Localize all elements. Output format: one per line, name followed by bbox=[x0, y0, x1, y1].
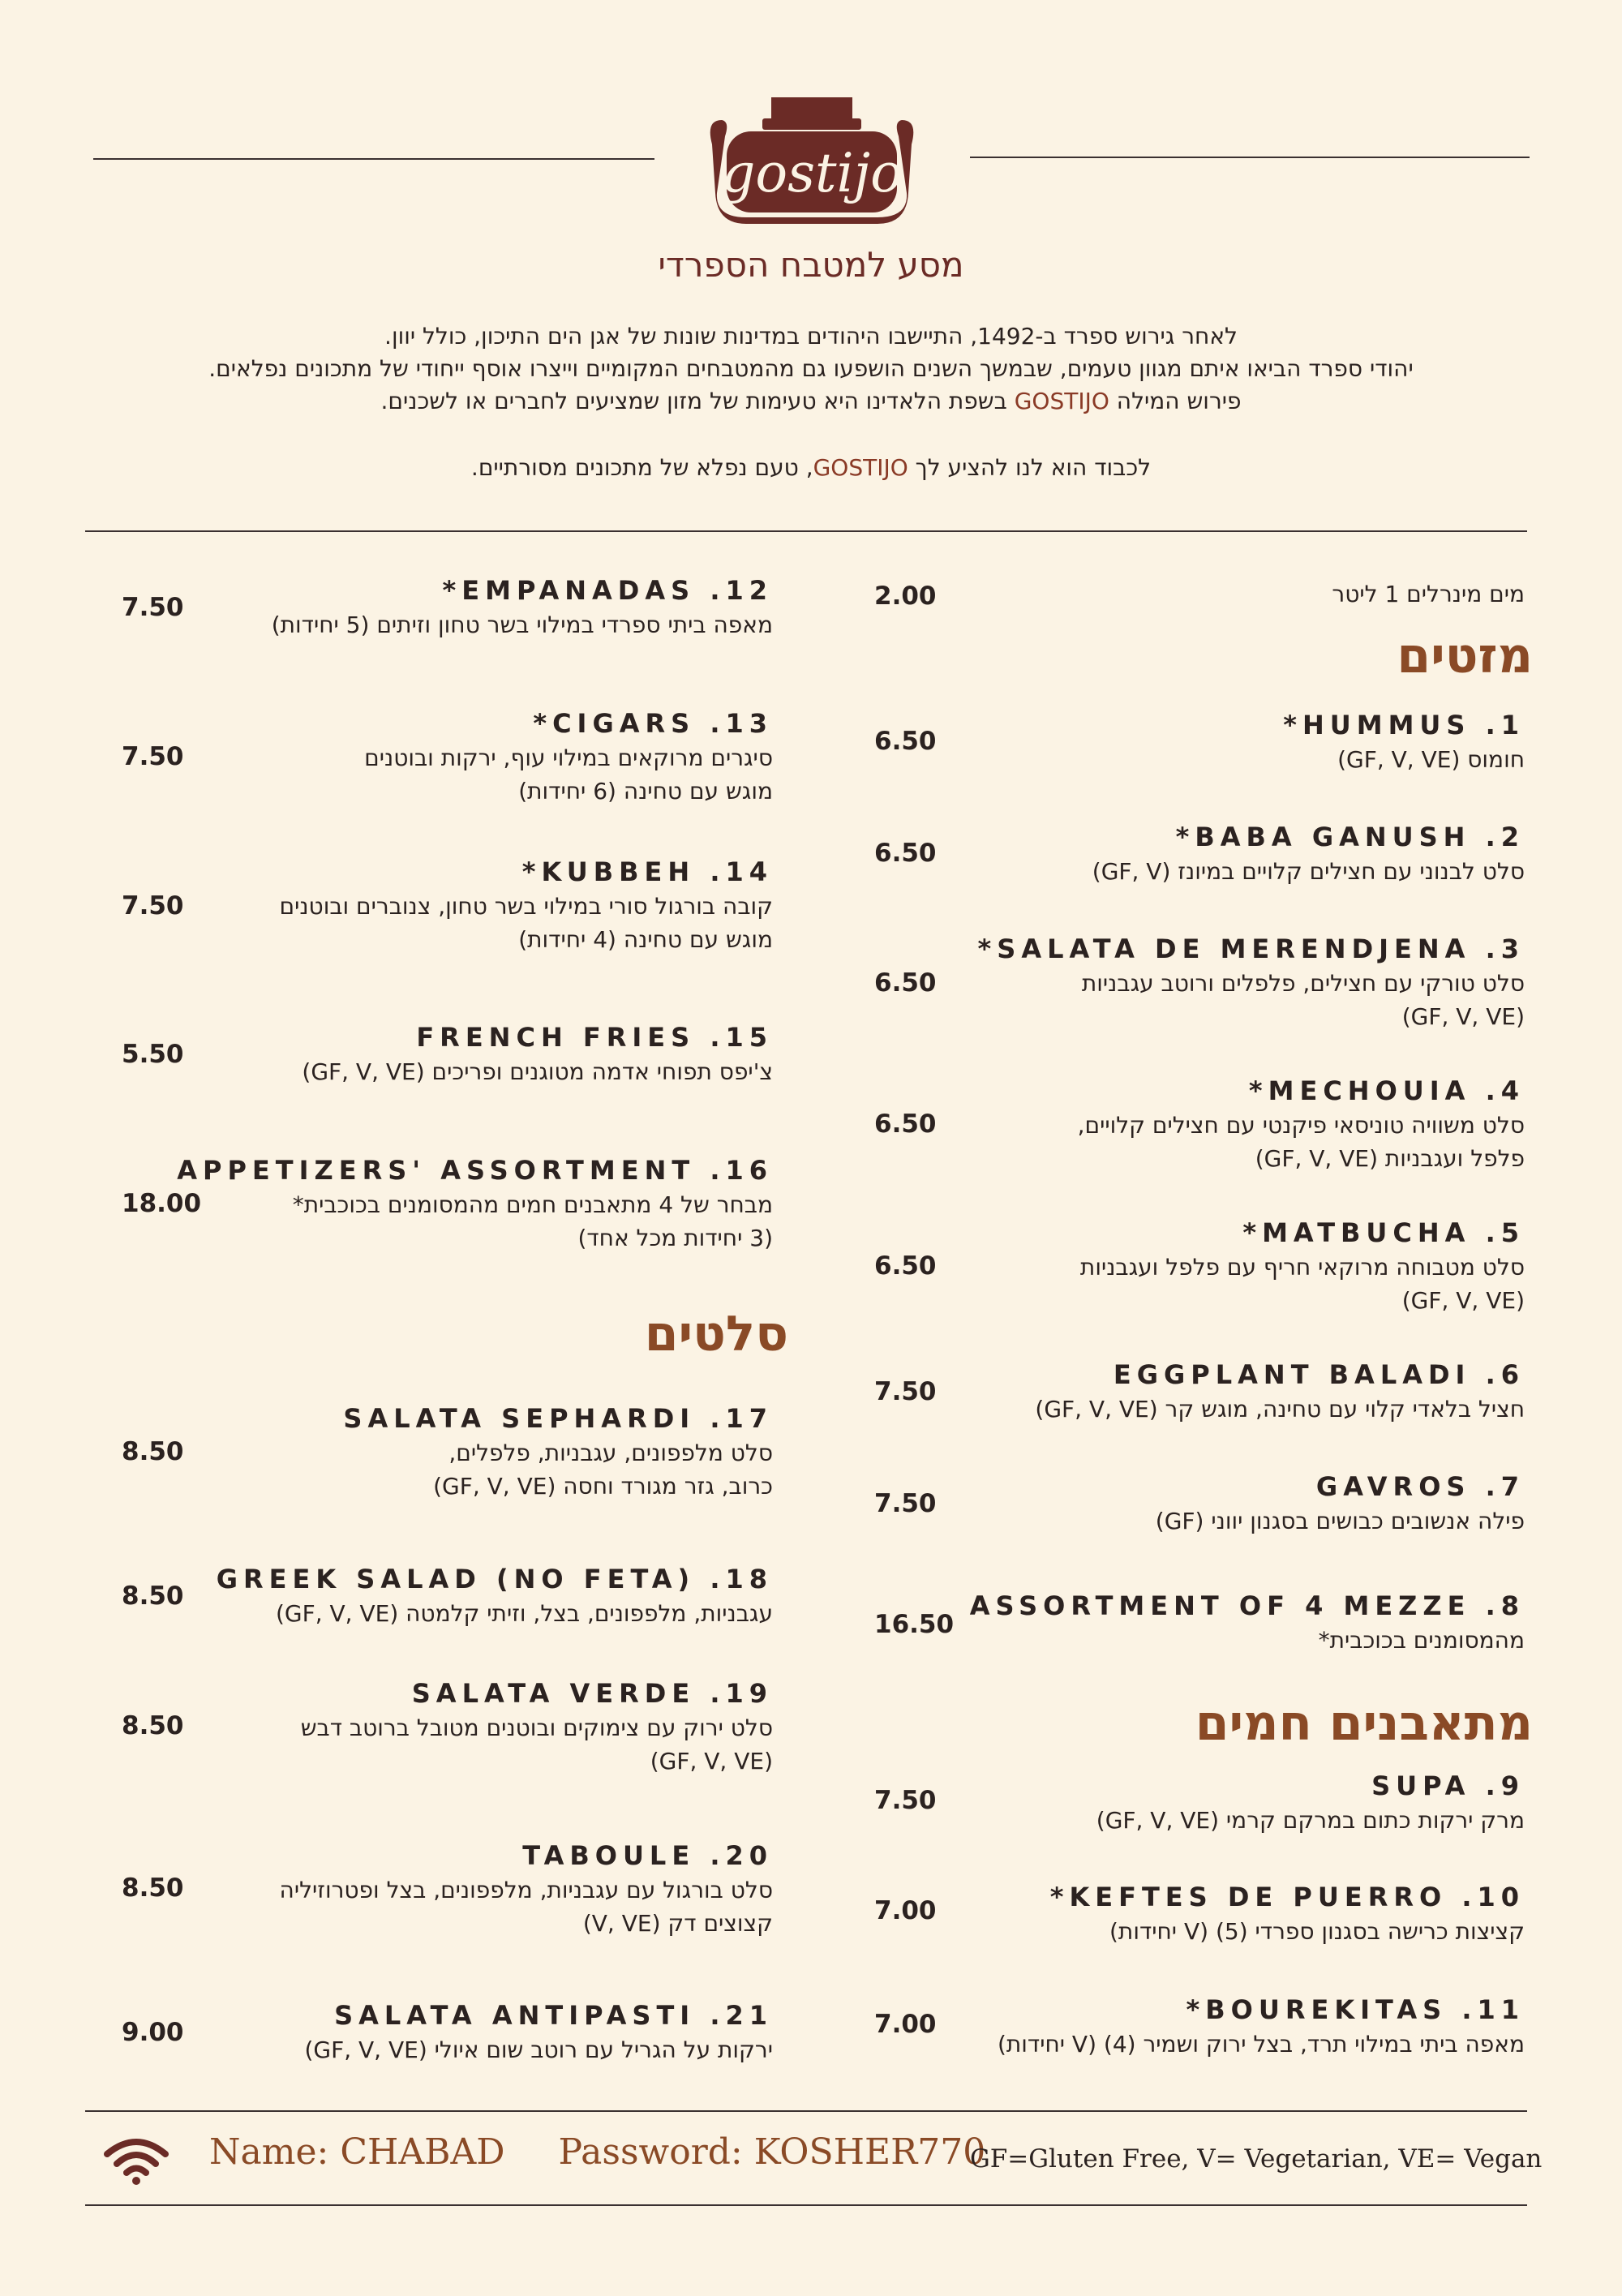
heading-salads: סלטים bbox=[644, 1306, 788, 1363]
item-price: 7.00 bbox=[874, 1896, 937, 1925]
item-description: (GF, V, VE) bbox=[1401, 1287, 1525, 1314]
item-name: 14. KUBBEH* bbox=[521, 856, 773, 887]
item-price: 7.00 bbox=[874, 2010, 937, 2039]
item-name: 12. EMPANADAS* bbox=[442, 575, 773, 606]
item-name: 19. SALATA VERDE bbox=[411, 1678, 773, 1709]
item-price: 9.00 bbox=[122, 2018, 184, 2047]
item-name: 6. EGGPLANT BALADI bbox=[1113, 1359, 1525, 1390]
item-description: סיגרים מרוקאים במילוי עוף, ירקות ובוטנים bbox=[364, 745, 773, 771]
item-description: פלפל ועגבניות (GF, V, VE) bbox=[1255, 1145, 1525, 1172]
item-description: סלט בורגול עם עגבניות, מלפפונים, בצל ופטרוזיליה bbox=[279, 1877, 773, 1903]
item-name: 2. BABA GANUSH* bbox=[1175, 822, 1525, 852]
item-description: חומוס (GF, V, VE) bbox=[1337, 746, 1525, 773]
wifi-name-value: CHABAD bbox=[340, 2131, 505, 2173]
item-description: סלט ירוק עם צימוקים ובוטנים מטובל ברוטב דבש bbox=[300, 1714, 773, 1741]
item-description: סלט מטבוחה מרוקאי חריף עם פלפל ועגבניות bbox=[1079, 1254, 1525, 1281]
item-name: 3. SALATA DE MERENDJENA* bbox=[977, 933, 1525, 964]
item-price: 6.50 bbox=[874, 968, 937, 998]
item-price: 6.50 bbox=[874, 1251, 937, 1281]
item-description: כרוב, גזר מגורד וחסה (GF, V, VE) bbox=[433, 1473, 773, 1500]
item-description: פילה אנשובים כבושים בסגנון יווני (GF) bbox=[1155, 1508, 1525, 1534]
item-price: 7.50 bbox=[874, 1489, 937, 1518]
item-name: 18. GREEK SALAD (NO FETA) bbox=[216, 1564, 773, 1594]
item-name: 15. FRENCH FRIES bbox=[416, 1022, 773, 1053]
intro-line-1: לאחר גירוש ספרד ב-1492, התיישבו היהודים במדינות שונות של אגן הים התיכון, כולל יוון. bbox=[384, 323, 1238, 350]
intro-line-4: לכבוד הוא לנו להציע לך GOSTIJO, טעם נפלא של מתכונים מסורתיים. bbox=[470, 454, 1152, 481]
item-description: (GF, V, VE) bbox=[650, 1748, 773, 1775]
item-name: 21. SALATA ANTIPASTI bbox=[334, 2000, 773, 2031]
item-name: 1. HUMMUS* bbox=[1283, 710, 1525, 740]
item-name: 11. BOUREKITAS* bbox=[1186, 1994, 1525, 2025]
item-description: מאפה ביתי במילוי תרד, בצל ירוק ושמיר (4) (V יחידות) bbox=[997, 2031, 1525, 2058]
intro-line-3: פירוש המילה GOSTIJO בשפת הלאדינו היא טעימות של מזון שמציעים לחברים או לשכנים. bbox=[380, 388, 1242, 414]
item-description: קובה בורגול סורי במילוי בשר טחון, צנוברים ובוטנים bbox=[279, 893, 773, 920]
item-name: 13. CIGARS* bbox=[533, 708, 773, 739]
header-rule-right bbox=[970, 157, 1530, 158]
item-description: (GF, V, VE) bbox=[1401, 1003, 1525, 1030]
item-name: 8. ASSORTMENT OF 4 MEZZE bbox=[969, 1590, 1525, 1621]
item-description: (3 יחידות מכל אחד) bbox=[577, 1225, 773, 1251]
header-rule-left bbox=[93, 158, 654, 160]
item-price: 7.50 bbox=[122, 891, 184, 921]
wifi-password-label: Password: bbox=[558, 2131, 754, 2173]
item-price: 5.50 bbox=[122, 1040, 184, 1069]
item-price: 6.50 bbox=[874, 1109, 937, 1139]
item-description: עגבניות, מלפפונים, בצל, וזיתי קלמטה (GF, V, VE) bbox=[275, 1600, 773, 1627]
item-price: 7.50 bbox=[122, 593, 184, 622]
item-price: 6.50 bbox=[874, 839, 937, 868]
item-description: סלט מלפפונים, עגבניות, פלפלים, bbox=[448, 1440, 773, 1466]
item-name: 16. APPETIZERS' ASSORTMENT bbox=[177, 1155, 773, 1186]
intro-line-2: יהודי ספרד הביאו איתם מגוון טעמים, שבמשך השנים הושפעו גם מהמטבחים המקומיים וייצרו אוסף ייחודי של מתכונים נפלאים. bbox=[208, 355, 1414, 382]
item-description: מוגש עם טחינה (6 יחידות) bbox=[518, 778, 773, 805]
wifi-name-label: Name: bbox=[209, 2131, 341, 2173]
item-description: ירקות על הגריל עם רוטב שום איולי (GF, V, VE) bbox=[304, 2036, 773, 2063]
item-price: 18.00 bbox=[122, 1189, 202, 1218]
heading-hot-appetizers: מתאבנים חמים bbox=[1195, 1695, 1533, 1752]
brand-word: GOSTIJO bbox=[813, 454, 908, 481]
item-price: 8.50 bbox=[122, 1581, 184, 1611]
item-price: 16.50 bbox=[874, 1610, 955, 1639]
item-price: 7.50 bbox=[874, 1786, 937, 1815]
item-description: סלט משוויה טוניסאי פיקנטי עם חצילים קלויים, bbox=[1077, 1112, 1525, 1139]
intro-text bbox=[81, 320, 1541, 484]
item-price: 7.50 bbox=[122, 742, 184, 771]
item-price: 8.50 bbox=[122, 1873, 184, 1903]
item-name: 20. TABOULE bbox=[522, 1840, 773, 1871]
wifi-credentials bbox=[209, 2131, 985, 2173]
item-name: 5. MATBUCHA* bbox=[1242, 1217, 1525, 1248]
item-name: 7. GAVROS bbox=[1315, 1471, 1525, 1502]
item-price: 2.00 bbox=[874, 582, 937, 611]
item-description: קצוצים דק (V, VE) bbox=[582, 1910, 773, 1937]
footer-rule-top bbox=[85, 2110, 1527, 2112]
item-description: מהמסומנים בכוכבית* bbox=[1318, 1627, 1525, 1654]
item-description: מאפה ביתי ספרדי במילוי בשר טחון וזיתים (5 יחידות) bbox=[271, 612, 773, 638]
item-description: מוגש עם טחינה (4 יחידות) bbox=[518, 926, 773, 953]
dietary-legend: GF=Gluten Free, V= Vegetarian, VE= Vegan bbox=[970, 2144, 1543, 2174]
item-name: 4. MECHOUIA* bbox=[1248, 1075, 1525, 1106]
intro-divider bbox=[85, 530, 1527, 532]
item-price: 8.50 bbox=[122, 1711, 184, 1740]
heading-mezze: מזטים bbox=[1397, 628, 1533, 685]
item-description: מבחר של 4 מתאבנים חמים מהמסומנים בכוכבית* bbox=[292, 1191, 773, 1218]
item-description: חציל בלאדי קלוי עם טחינה, מוגש קר (GF, V, VE) bbox=[1035, 1396, 1525, 1423]
footer-rule-bottom bbox=[85, 2204, 1527, 2206]
item-name: מים מינרלים 1 ליטר bbox=[1332, 581, 1525, 607]
item-description: סלט לבנוני עם חצילים קלויים במיונז (GF, V) bbox=[1092, 858, 1525, 885]
wifi-password-value: KOSHER770 bbox=[753, 2131, 986, 2173]
item-price: 7.50 bbox=[874, 1377, 937, 1406]
item-description: צ'יפס תפוחי אדמה מטוגנים ופריכים (GF, V, VE) bbox=[302, 1058, 773, 1085]
item-price: 8.50 bbox=[122, 1437, 184, 1466]
item-price: 6.50 bbox=[874, 727, 937, 756]
item-name: 17. SALATA SEPHARDI bbox=[343, 1403, 773, 1434]
wifi-icon bbox=[104, 2135, 169, 2187]
svg-text:gostijo: gostijo bbox=[721, 142, 903, 204]
tagline: מסע למטבח הספרדי bbox=[658, 245, 964, 285]
item-description: סלט טורקי עם חצילים, פלפלים ורוטב עגבניות bbox=[1081, 970, 1525, 997]
item-description: קציצות כרישה בסגנון ספרדי (5) (V יחידות) bbox=[1109, 1918, 1525, 1945]
gostijo-logo bbox=[697, 96, 926, 225]
item-description: מרק ירקות כתום במרקם קרמי (GF, V, VE) bbox=[1096, 1807, 1525, 1834]
brand-word: GOSTIJO bbox=[1014, 388, 1109, 414]
item-name: 9. SUPA bbox=[1371, 1770, 1525, 1801]
item-name: 10. KEFTES DE PUERRO* bbox=[1049, 1882, 1525, 1912]
